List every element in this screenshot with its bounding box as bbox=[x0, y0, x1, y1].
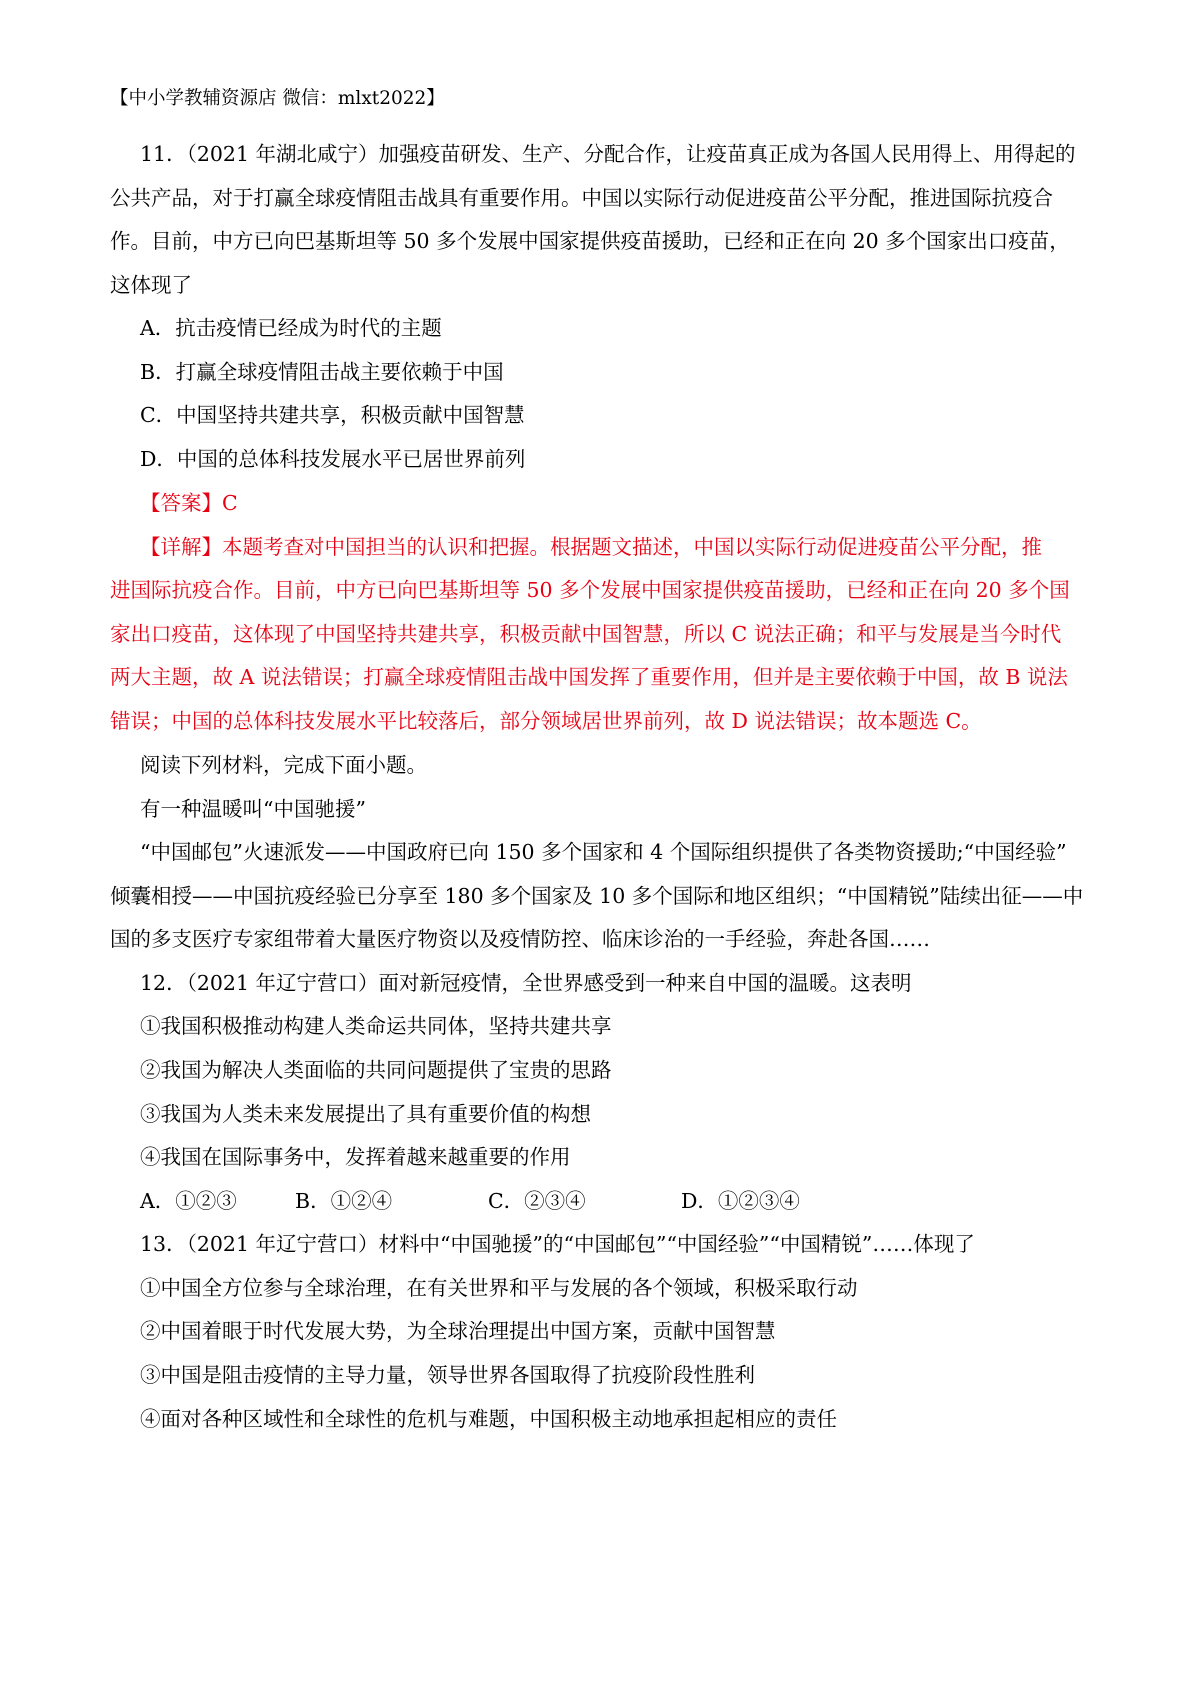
material-body-line-3: 国的多支医疗专家组带着大量医疗物资以及疫情防控、临床诊治的一手经验，奔赴各国…… bbox=[110, 927, 930, 951]
watermark-header: 【中小学教辅资源店 微信：mlxt2022】 bbox=[110, 88, 445, 109]
q11-option-b: B．打赢全球疫情阻击战主要依赖于中国 bbox=[140, 360, 504, 384]
q11-option-c: C．中国坚持共建共享，积极贡献中国智慧 bbox=[140, 403, 525, 427]
q11-stem-line-2: 公共产品，对于打赢全球疫情阻击战具有重要作用。中国以实际行动促进疫苗公平分配，推进国际抗疫合 bbox=[110, 186, 1053, 210]
q13-statement-2: ②中国着眼于时代发展大势，为全球治理提出中国方案，贡献中国智慧 bbox=[140, 1319, 776, 1343]
q11-answer: 【答案】C bbox=[140, 491, 238, 515]
q12-option-d: D．①②③④ bbox=[681, 1189, 800, 1213]
material-intro: 阅读下列材料，完成下面小题。 bbox=[140, 753, 427, 777]
q13-stem: 13．（2021 年辽宁营口）材料中“中国驰援”的“中国邮包”“中国经验”“中国精锐”……体现了 bbox=[140, 1232, 975, 1256]
material-title: 有一种温暖叫“中国驰援” bbox=[140, 797, 366, 821]
q11-stem-line-3: 作。目前，中方已向巴基斯坦等 50 多个发展中国家提供疫苗援助，已经和正在向 20 多个国家出口疫苗， bbox=[110, 229, 1070, 253]
q13-statement-1: ①中国全方位参与全球治理，在有关世界和平与发展的各个领域，积极采取行动 bbox=[140, 1276, 858, 1300]
material-body-line-1: “中国邮包”火速派发——中国政府已向 150 多个国家和 4 个国际组织提供了各类物资援助;“中国经验” bbox=[140, 840, 1067, 864]
q12-option-b: B．①②④ bbox=[295, 1189, 393, 1213]
material-body-line-2: 倾囊相授——中国抗疫经验已分享至 180 多个国家及 10 多个国际和地区组织；“中国精锐”陆续出征——中 bbox=[110, 884, 1084, 908]
q12-option-c: C．②③④ bbox=[488, 1189, 586, 1213]
q11-explanation-line-4: 两大主题，故 A 说法错误；打赢全球疫情阻击战中国发挥了重要作用，但并是主要依赖于中国，故 B 说法 bbox=[110, 665, 1068, 689]
q11-explanation-line-5: 错误；中国的总体科技发展水平比较落后，部分领域居世界前列，故 D 说法错误；故本题选 C。 bbox=[110, 709, 982, 733]
q12-option-a: A．①②③ bbox=[140, 1189, 237, 1213]
q12-stem: 12．（2021 年辽宁营口）面对新冠疫情，全世界感受到一种来自中国的温暖。这表明 bbox=[140, 971, 912, 995]
q11-explanation-line-3: 家出口疫苗，这体现了中国坚持共建共享，积极贡献中国智慧，所以 C 说法正确；和平与发展是当今时代 bbox=[110, 622, 1062, 646]
q11-stem-line-1: 11．（2021 年湖北咸宁）加强疫苗研发、生产、分配合作，让疫苗真正成为各国人民用得上、用得起的 bbox=[140, 142, 1076, 166]
q12-options bbox=[140, 1186, 800, 1216]
q11-option-a: A．抗击疫情已经成为时代的主题 bbox=[140, 316, 442, 340]
q11-explanation-line-1: 【详解】本题考查对中国担当的认识和把握。根据题文描述，中国以实际行动促进疫苗公平分配，推 bbox=[140, 535, 1042, 559]
q13-statement-4: ④面对各种区域性和全球性的危机与难题，中国积极主动地承担起相应的责任 bbox=[140, 1407, 837, 1431]
q12-statement-3: ③我国为人类未来发展提出了具有重要价值的构想 bbox=[140, 1102, 591, 1126]
q12-statement-1: ①我国积极推动构建人类命运共同体，坚持共建共享 bbox=[140, 1014, 612, 1038]
q12-statement-4: ④我国在国际事务中，发挥着越来越重要的作用 bbox=[140, 1145, 571, 1169]
q11-explanation-line-2: 进国际抗疫合作。目前，中方已向巴基斯坦等 50 多个发展中国家提供疫苗援助，已经和正在向 20 多个国 bbox=[110, 578, 1070, 602]
q13-statement-3: ③中国是阻击疫情的主导力量，领导世界各国取得了抗疫阶段性胜利 bbox=[140, 1363, 755, 1387]
q11-stem-line-4: 这体现了 bbox=[110, 273, 192, 297]
q12-statement-2: ②我国为解决人类面临的共同问题提供了宝贵的思路 bbox=[140, 1058, 612, 1082]
q11-option-d: D．中国的总体科技发展水平已居世界前列 bbox=[140, 447, 526, 471]
